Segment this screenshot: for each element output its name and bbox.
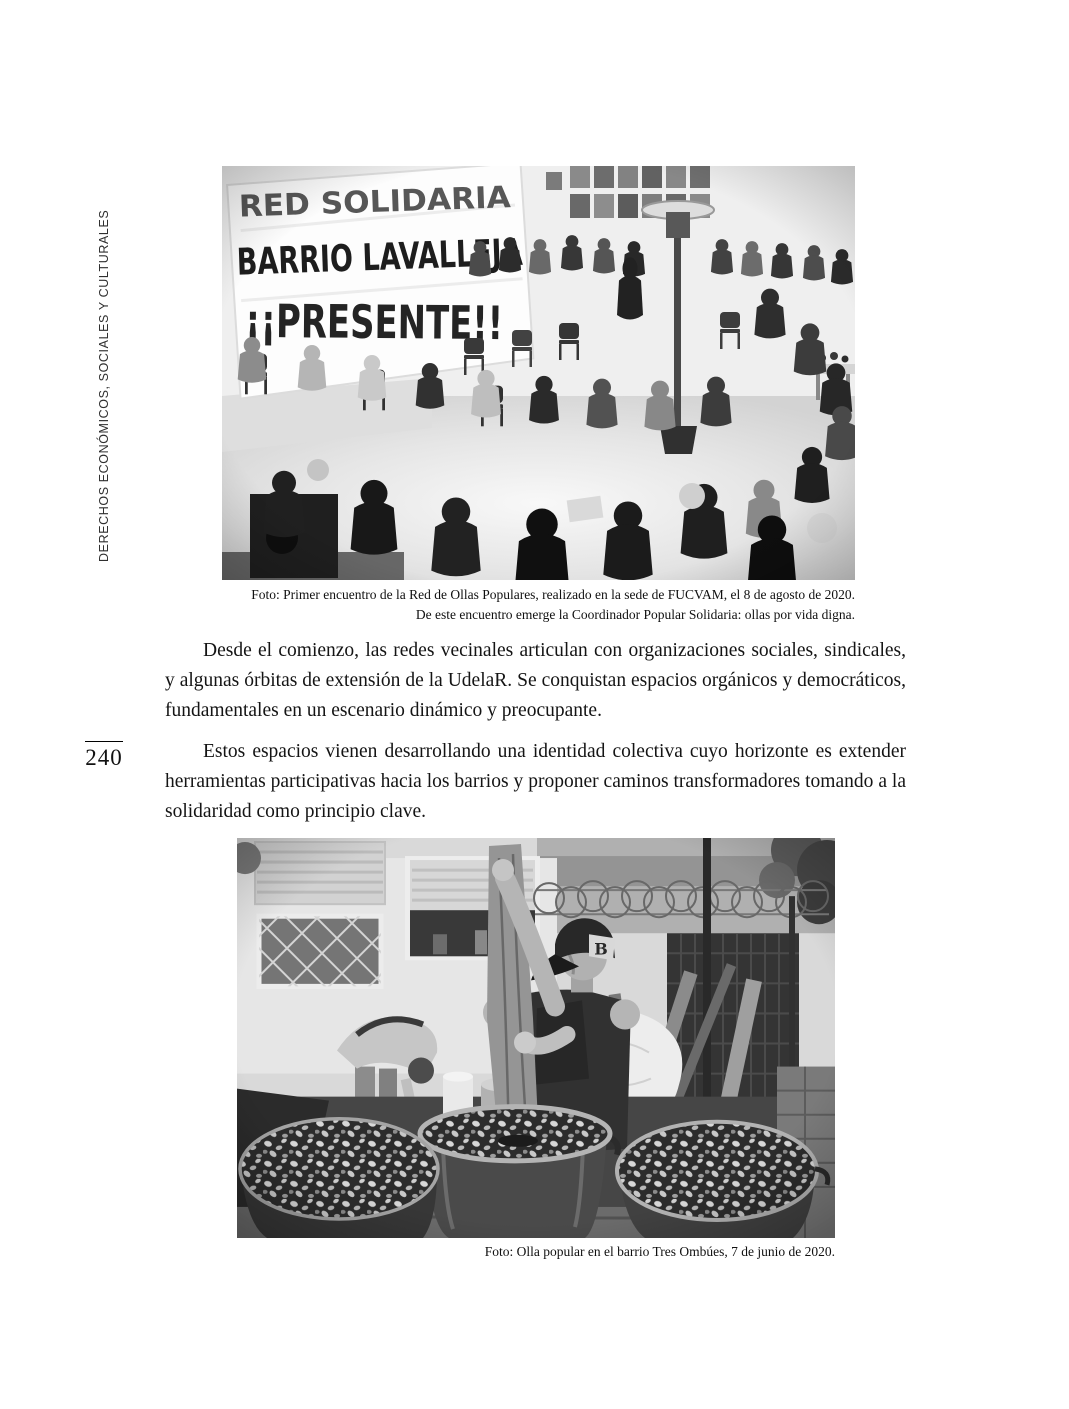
body-paragraph-2: Estos espacios vienen desarrollando una identidad colectiva cuyo horizonte es extender herramientas participativas hacia los barrios y proponer caminos transformadores tomando a la solidaridad como principio clave. xyxy=(165,741,906,822)
meeting-photo xyxy=(222,166,855,580)
olla-photo-caption: Foto: Olla popular en el barrio Tres Ombúes, 7 de junio de 2020. xyxy=(484,1244,835,1259)
chapter-vertical-label: DERECHOS ECONÓMICOS, SOCIALES Y CULTURALES xyxy=(97,209,111,562)
meeting-photo-caption xyxy=(222,585,855,624)
meeting-photo-illustration xyxy=(222,166,855,580)
page-number: 240 xyxy=(85,741,123,771)
meeting-photo-caption-line2: De este encuentro emerge la Coordinador Popular Solidaria: ollas por vida digna. xyxy=(415,606,855,622)
meeting-photo-caption-line1: Foto: Primer encuentro de la Red de Ollas Populares, realizado en la sede de FUCVAM, el 8 de agosto de 2020. xyxy=(251,587,855,602)
olla-photo xyxy=(237,838,835,1238)
body-text xyxy=(165,636,906,827)
body-paragraph-1: Desde el comienzo, las redes vecinales articulan con organizaciones sociales, sindicales, y algunas órbitas de extensión de la UdelaR. Se conquistan espacios orgánicos y democráticos, fundamentales en un escenario dinámico y preocupante. xyxy=(165,640,906,721)
olla-photo-illustration xyxy=(237,838,835,1238)
